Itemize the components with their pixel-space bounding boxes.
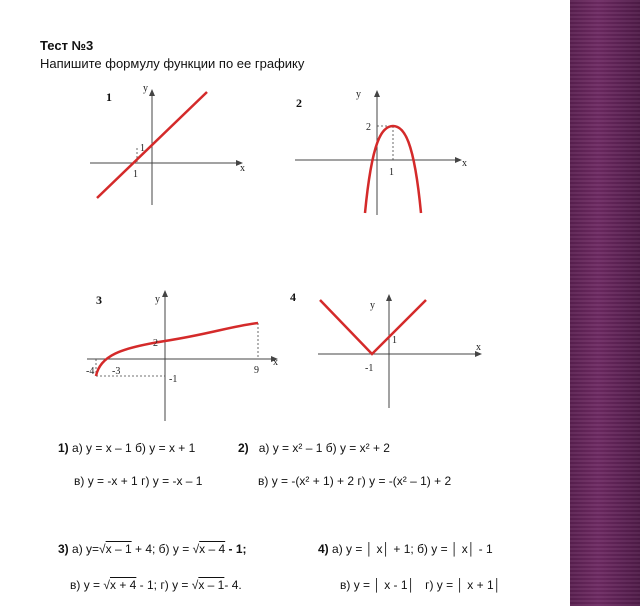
answer-2-row-2	[258, 474, 451, 488]
answer-1-d: г) y = -x – 1	[141, 474, 203, 488]
graph-3-number: 3	[96, 293, 102, 307]
page-subtitle: Напишите формулу функции по ее графику	[40, 56, 305, 71]
answer-2-a: а) y = x² – 1	[258, 441, 323, 455]
answer-4-d: г) y = │ x + 1│	[425, 578, 502, 592]
answer-3-b-prefix: б) y =	[158, 542, 193, 556]
graph-1-tick-y: 1	[140, 143, 145, 154]
answer-3-a-radicand: x – 1	[105, 542, 132, 556]
graph-3	[82, 286, 287, 426]
graph-3-tick-2: 2	[153, 338, 158, 349]
graph-4-y-label: y	[370, 300, 375, 311]
graph-4-x-label: x	[476, 342, 481, 353]
graph-1-y-arrow	[149, 89, 155, 96]
answer-1-a: а) y = x – 1	[72, 441, 132, 455]
answer-2-b: б) y = x² + 2	[325, 441, 390, 455]
graph-2-x-label: x	[462, 158, 467, 169]
answer-1-number: 1)	[58, 441, 69, 455]
answer-4-a: а) y = │ x│ + 1;	[332, 542, 414, 556]
graph-1-x-label: x	[240, 163, 245, 174]
graph-3-tick-m3: -3	[112, 366, 121, 377]
graph-4	[310, 286, 490, 411]
answer-3-d-prefix: г) y =	[160, 578, 192, 592]
graph-2-tick-1: 1	[389, 167, 394, 178]
answer-3-a-suffix: + 4;	[131, 542, 156, 556]
answer-3-c-suffix: - 1;	[136, 578, 158, 592]
graph-4-tick-m1: -1	[365, 363, 374, 374]
graph-3-y-arrow	[162, 290, 168, 297]
answer-1-row-2	[74, 474, 202, 488]
answer-2-d: г) y = -(x² – 1) + 2	[357, 474, 452, 488]
graph-2-y-label: y	[356, 89, 361, 100]
graph-1-tick-x: 1	[133, 169, 138, 180]
answer-4-number: 4)	[318, 542, 329, 556]
answer-3-c-prefix: в) y =	[70, 578, 104, 592]
graph-1-y-label: y	[143, 83, 148, 94]
graph-2-number: 2	[296, 96, 302, 110]
answer-3-a-prefix: а) y=	[72, 542, 100, 556]
graph-1	[85, 80, 260, 215]
answer-3-row-2: в) y = √x + 4 - 1; г) y = √x – 1- 4.	[70, 578, 242, 592]
answer-4-b: б) y = │ x│ - 1	[417, 542, 493, 556]
answer-1-b: б) y = x + 1	[135, 441, 196, 455]
graph-2-tick-2: 2	[366, 122, 371, 133]
graph-4-tick-1: 1	[392, 335, 397, 346]
page-title: Тест №3	[40, 38, 94, 53]
answer-3-c-radicand: x + 4	[109, 578, 137, 592]
answer-4-row-2	[340, 578, 501, 592]
answer-1-row-1	[58, 441, 195, 455]
answer-3-d-suffix: - 4.	[224, 578, 242, 592]
decorative-side-panel	[570, 0, 640, 606]
answer-2-c: в) y = -(x² + 1) + 2	[258, 474, 355, 488]
graph-2-y-arrow	[374, 90, 380, 97]
graph-4-number: 4	[290, 290, 296, 304]
answer-4-c: в) y = │ x - 1│	[340, 578, 416, 592]
graph-2	[290, 80, 475, 220]
graph-2-x-arrow	[455, 157, 462, 163]
answer-3-number: 3)	[58, 542, 69, 556]
graph-1-number: 1	[106, 90, 112, 104]
graph-4-y-arrow	[386, 294, 392, 301]
graph-3-tick-9: 9	[254, 365, 259, 376]
graph-3-tick-m1: -1	[169, 374, 178, 385]
answer-3-row-1: 3) а) y=√x – 1 + 4; б) y = √x – 4 - 1;	[58, 542, 247, 556]
graph-3-tick-m4: -4	[86, 366, 95, 377]
answer-3-b-suffix: - 1;	[225, 542, 247, 556]
graph-3-y-label: y	[155, 294, 160, 305]
answer-2-row-1	[238, 441, 390, 455]
answer-4-row-1	[318, 542, 493, 556]
answer-3-b-radicand: x – 4	[199, 542, 226, 556]
graph-3-x-label: x	[273, 357, 278, 368]
answer-3-d-radicand: x – 1	[198, 578, 225, 592]
answer-1-c: в) y = -x + 1	[74, 474, 138, 488]
answer-2-number: 2)	[238, 441, 249, 455]
